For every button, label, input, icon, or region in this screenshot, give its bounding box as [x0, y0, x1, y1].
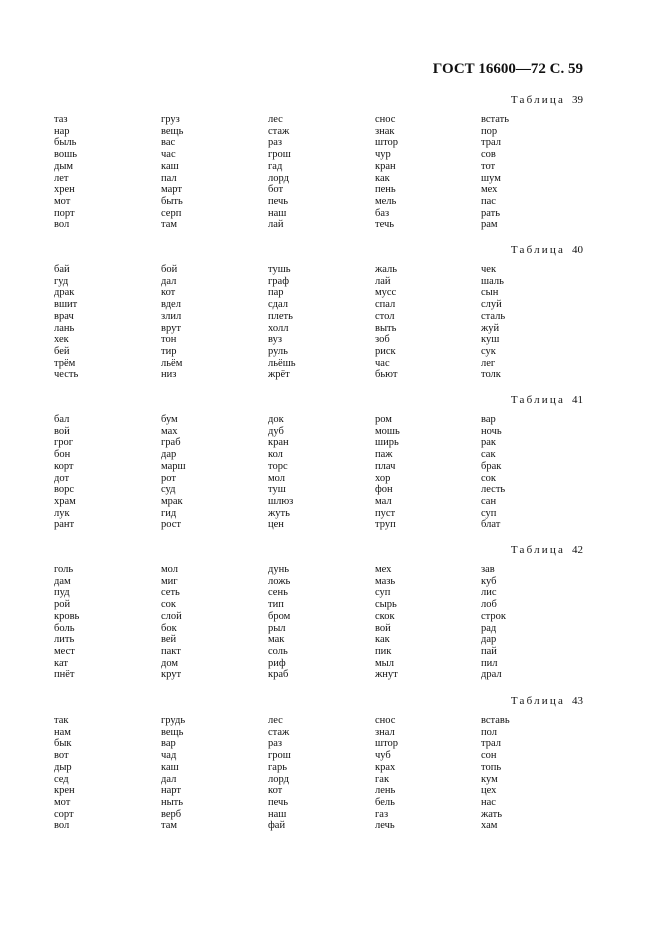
table-cell: трём: [54, 357, 76, 369]
table-cell: дыр: [54, 761, 72, 773]
table-cell: стаж: [268, 726, 290, 738]
table-cell: храм: [54, 495, 76, 507]
table-caption: [511, 695, 583, 707]
table-cell: сок: [161, 599, 177, 611]
table-cell: чур: [375, 149, 391, 161]
table-cell: печь: [268, 195, 289, 207]
table-cell: шлюз: [268, 495, 294, 507]
table-cell: бок: [161, 622, 177, 634]
table-cell: лес: [268, 715, 283, 726]
table-cell: пень: [375, 184, 396, 196]
table-cell: бей: [54, 345, 70, 357]
table-cell: бот: [268, 184, 284, 196]
table-cell: тон: [161, 334, 177, 346]
table-cell: штор: [375, 738, 399, 750]
table-cell: бон: [54, 449, 71, 461]
table-cell: нас: [481, 796, 496, 808]
table-cell: крах: [375, 761, 396, 773]
table-cell: рой: [54, 599, 71, 611]
table-cell: льёшь: [268, 357, 296, 369]
table-column: [268, 564, 290, 681]
table-cell: голь: [54, 564, 74, 575]
table-column: [268, 414, 293, 531]
table-cell: нам: [54, 726, 71, 738]
table-cell: слой: [161, 610, 182, 622]
table-cell: рот: [161, 472, 176, 484]
table-cell: вой: [375, 622, 391, 634]
table-cell: злил: [161, 310, 182, 322]
table-cell: рыл: [268, 622, 286, 634]
table-cell: ширь: [375, 437, 399, 449]
table-cell: бром: [268, 610, 291, 622]
table-cell: пик: [375, 645, 392, 657]
table-cell: чуб: [375, 750, 391, 762]
table-cell: час: [375, 357, 390, 369]
table-cell: раз: [268, 137, 283, 149]
table-cell: грош: [268, 149, 291, 161]
table-cell: кат: [54, 657, 68, 669]
table-cell: рад: [481, 622, 497, 634]
table-cell: дом: [161, 657, 179, 669]
table-column: [268, 264, 296, 381]
table-cell: фон: [375, 484, 393, 496]
table-cell: пал: [161, 172, 177, 184]
table-cell: строк: [481, 610, 506, 622]
table-cell: дал: [161, 275, 177, 287]
table-cell: сук: [481, 345, 496, 357]
table-cell: вас: [161, 137, 176, 149]
table-cell: драк: [54, 287, 75, 299]
table-cell: пил: [481, 657, 498, 669]
table-cell: вар: [161, 738, 176, 750]
table-cell: хрен: [54, 184, 75, 196]
table-cell: пакт: [161, 645, 181, 657]
table-cell: лай: [375, 275, 391, 287]
table-cell: вол: [54, 820, 70, 832]
table-cell: мазь: [375, 575, 396, 587]
table-cell: пнёт: [54, 669, 75, 681]
table-cell: пуст: [375, 507, 396, 519]
table-cell: зоб: [375, 334, 390, 346]
table-cell: гарь: [268, 761, 288, 773]
table-cell: честь: [54, 369, 79, 381]
table-cell: плач: [375, 460, 396, 472]
table-number: 42: [572, 544, 583, 556]
table-cell: вставь: [481, 715, 510, 726]
table-column: [375, 114, 398, 231]
table-cell: так: [54, 715, 69, 726]
table-cell: ныть: [161, 796, 184, 808]
table-cell: быть: [161, 195, 183, 207]
table-cell: порт: [54, 207, 75, 219]
table-cell: груз: [161, 114, 180, 125]
table-cell: там: [161, 219, 178, 231]
table-column: [54, 114, 77, 231]
table-cell: вдел: [161, 299, 181, 311]
table-cell: цен: [268, 519, 284, 531]
table-cell: гид: [161, 507, 177, 519]
table-number: 43: [572, 695, 583, 707]
table-cell: час: [161, 149, 176, 161]
table-cell: дар: [161, 449, 177, 461]
table-cell: как: [375, 172, 390, 184]
table-cell: бум: [161, 414, 178, 425]
table-cell: дунь: [268, 564, 289, 575]
table-cell: каш: [161, 761, 179, 773]
table-cell: дот: [54, 472, 70, 484]
table-column: [54, 564, 79, 681]
table-cell: лесть: [481, 484, 506, 496]
table-cell: жать: [481, 808, 503, 820]
table-cell: труп: [375, 519, 396, 531]
table-column: [161, 114, 183, 231]
table-cell: печь: [268, 796, 289, 808]
table-column: [375, 264, 397, 381]
table-cell: рак: [481, 437, 497, 449]
table-cell: жнут: [375, 669, 398, 681]
table-cell: док: [268, 414, 284, 425]
table-cell: кровь: [54, 610, 80, 622]
table-cell: топь: [481, 761, 502, 773]
table-cell: вар: [481, 414, 496, 425]
table-cell: куш: [481, 334, 500, 346]
table-cell: хам: [481, 820, 498, 832]
table-cell: хек: [54, 334, 69, 346]
table-cell: верб: [161, 808, 182, 820]
table-cell: спал: [375, 299, 396, 311]
table-cell: гак: [375, 773, 390, 785]
table-cell: краб: [268, 669, 289, 681]
table-cell: марш: [161, 460, 186, 472]
table-caption-label: Таблица: [510, 695, 566, 707]
table-cell: мол: [268, 472, 285, 484]
table-cell: быль: [54, 137, 77, 149]
table-cell: хор: [375, 472, 391, 484]
table-column: [481, 414, 505, 531]
table-cell: бель: [375, 796, 395, 808]
table-cell: каш: [161, 160, 179, 172]
table-cell: сед: [54, 773, 69, 785]
table-cell: выть: [375, 322, 397, 334]
table-cell: вей: [161, 634, 177, 646]
table-column: [161, 414, 186, 531]
table-caption-label: Таблица: [510, 244, 566, 256]
table-cell: бай: [54, 264, 70, 275]
table-cell: куб: [481, 575, 497, 587]
table-cell: мрак: [161, 495, 183, 507]
table-cell: сталь: [481, 310, 506, 322]
table-cell: ложь: [268, 575, 291, 587]
table-cell: сон: [481, 750, 497, 762]
table-cell: руль: [268, 345, 288, 357]
table-cell: мех: [481, 184, 498, 196]
table-cell: нарт: [161, 785, 181, 797]
table-cell: пуд: [54, 587, 70, 599]
table-cell: рост: [161, 519, 182, 531]
table-cell: лук: [54, 507, 70, 519]
table-cell: мак: [268, 634, 285, 646]
table-cell: вуз: [268, 334, 282, 346]
table-cell: раз: [268, 738, 283, 750]
table-cell: туш: [268, 484, 286, 496]
table-cell: грош: [268, 750, 291, 762]
table-cell: стол: [375, 310, 395, 322]
table-cell: март: [161, 184, 182, 196]
table-cell: миг: [161, 575, 178, 587]
table-caption-label: Таблица: [510, 544, 566, 556]
table-column: [481, 564, 506, 681]
table-cell: сан: [481, 495, 497, 507]
table-cell: лоб: [481, 599, 497, 611]
table-cell: риск: [375, 345, 396, 357]
table-cell: бой: [161, 264, 178, 275]
table-cell: крен: [54, 785, 75, 797]
table-caption-label: Таблица: [510, 94, 566, 106]
table-cell: сын: [481, 287, 499, 299]
table-cell: вой: [54, 425, 70, 437]
table-caption: [511, 94, 583, 106]
table-cell: лет: [54, 172, 69, 184]
table-cell: сок: [481, 472, 497, 484]
table-cell: мот: [54, 796, 71, 808]
table-cell: фай: [268, 820, 286, 832]
table-cell: рам: [481, 219, 498, 231]
table-cell: наш: [268, 207, 287, 219]
table-cell: лечь: [375, 820, 395, 832]
table-cell: лег: [481, 357, 496, 369]
table-cell: лить: [54, 634, 75, 646]
table-cell: лорд: [268, 773, 289, 785]
table-number: 40: [572, 244, 583, 256]
table-cell: паж: [375, 449, 393, 461]
table-cell: брак: [481, 460, 502, 472]
table-cell: тот: [481, 160, 496, 172]
table-cell: льём: [161, 357, 183, 369]
table-cell: пар: [268, 287, 284, 299]
table-cell: дам: [54, 575, 71, 587]
table-cell: скок: [375, 610, 395, 622]
table-cell: дар: [481, 634, 497, 646]
table-cell: мусс: [375, 287, 397, 299]
table-cell: лорд: [268, 172, 289, 184]
table-cell: крут: [161, 669, 182, 681]
table-column: [268, 715, 291, 832]
table-cell: мот: [54, 195, 71, 207]
table-cell: драл: [481, 669, 502, 681]
table-cell: врут: [161, 322, 181, 334]
table-cell: слуй: [481, 299, 502, 311]
table-caption-label: Таблица: [510, 394, 566, 406]
table-cell: мыл: [375, 657, 394, 669]
table-cell: пол: [481, 726, 497, 738]
table-column: [161, 264, 182, 381]
table-caption: [511, 244, 583, 256]
table-cell: сов: [481, 149, 496, 161]
table-cell: шум: [481, 172, 501, 184]
table-cell: врач: [54, 310, 74, 322]
table-cell: там: [161, 820, 178, 832]
table-cell: кот: [268, 785, 283, 797]
table-cell: дуб: [268, 425, 284, 437]
table-cell: сень: [268, 587, 288, 599]
table-cell: плеть: [268, 310, 293, 322]
table-column: [268, 114, 291, 231]
table-column: [54, 414, 76, 531]
table-column: [54, 264, 78, 381]
table-cell: чек: [481, 264, 497, 275]
table-cell: пай: [481, 645, 497, 657]
table-cell: мал: [375, 495, 392, 507]
table-cell: риф: [268, 657, 286, 669]
table-column: [161, 564, 182, 681]
table-cell: холл: [268, 322, 289, 334]
table-cell: как: [375, 634, 390, 646]
table-cell: мех: [375, 564, 392, 575]
table-cell: штор: [375, 137, 399, 149]
table-cell: ром: [375, 414, 392, 425]
table-cell: вот: [54, 750, 69, 762]
table-cell: вшит: [54, 299, 78, 311]
table-cell: течь: [375, 219, 395, 231]
table-cell: тип: [268, 599, 284, 611]
table-column: [481, 715, 510, 832]
table-cell: жуй: [481, 322, 500, 334]
table-cell: суп: [481, 507, 497, 519]
table-cell: вошь: [54, 149, 78, 161]
table-cell: рать: [481, 207, 501, 219]
table-cell: шаль: [481, 275, 504, 287]
table-cell: соль: [268, 645, 288, 657]
table-cell: грудь: [161, 715, 186, 726]
table-cell: граф: [268, 275, 290, 287]
table-cell: сак: [481, 449, 496, 461]
table-cell: сдал: [268, 299, 288, 311]
page-header: ГОСТ 16600—72 С. 59: [432, 61, 583, 77]
table-cell: лень: [375, 785, 396, 797]
table-number: 39: [572, 94, 583, 106]
table-cell: вол: [54, 219, 70, 231]
table-caption: [511, 394, 583, 406]
table-cell: торс: [268, 460, 288, 472]
table-cell: жуть: [268, 507, 290, 519]
table-cell: трал: [481, 738, 501, 750]
table-cell: гад: [268, 160, 283, 172]
table-cell: баз: [375, 207, 390, 219]
table-cell: ночь: [481, 425, 502, 437]
table-cell: рант: [54, 519, 75, 531]
table-cell: зав: [481, 564, 495, 575]
table-cell: кот: [161, 287, 176, 299]
table-cell: снос: [375, 715, 396, 726]
table-cell: чад: [161, 750, 177, 762]
table-cell: вещь: [161, 125, 184, 137]
table-cell: бьют: [375, 369, 398, 381]
table-number: 41: [572, 394, 583, 406]
table-cell: мель: [375, 195, 397, 207]
table-cell: тушь: [268, 264, 291, 275]
table-cell: кран: [268, 437, 289, 449]
table-cell: мест: [54, 645, 75, 657]
table-cell: мах: [161, 425, 178, 437]
table-cell: лес: [268, 114, 283, 125]
table-cell: встать: [481, 114, 510, 125]
table-cell: цех: [481, 785, 497, 797]
table-cell: таз: [54, 114, 68, 125]
table-column: [375, 715, 398, 832]
table-cell: лай: [268, 219, 284, 231]
table-column: [481, 114, 509, 231]
table-cell: корт: [54, 460, 74, 472]
table-cell: жаль: [375, 264, 398, 275]
table-cell: суп: [375, 587, 391, 599]
table-cell: лань: [54, 322, 75, 334]
table-column: [161, 715, 185, 832]
table-cell: вещь: [161, 726, 184, 738]
table-cell: суд: [161, 484, 176, 496]
table-column: [375, 564, 398, 681]
table-cell: знак: [375, 125, 395, 137]
table-cell: блат: [481, 519, 501, 531]
table-cell: нар: [54, 125, 70, 137]
table-cell: мошь: [375, 425, 400, 437]
table-cell: дал: [161, 773, 177, 785]
table-cell: ворс: [54, 484, 75, 496]
table-cell: знал: [375, 726, 395, 738]
table-column: [54, 715, 75, 832]
table-cell: гуд: [54, 275, 69, 287]
table-cell: пас: [481, 195, 496, 207]
table-cell: серп: [161, 207, 182, 219]
table-cell: лис: [481, 587, 497, 599]
table-column: [481, 264, 505, 381]
table-cell: снос: [375, 114, 396, 125]
table-cell: дым: [54, 160, 74, 172]
table-cell: жрёт: [268, 369, 290, 381]
table-cell: мол: [161, 564, 178, 575]
table-column: [375, 414, 400, 531]
table-cell: сырь: [375, 599, 397, 611]
table-cell: боль: [54, 622, 75, 634]
table-cell: наш: [268, 808, 287, 820]
table-cell: бык: [54, 738, 72, 750]
table-cell: кол: [268, 449, 283, 461]
table-caption: [511, 544, 583, 556]
table-cell: толк: [481, 369, 501, 381]
table-cell: кран: [375, 160, 396, 172]
table-cell: пор: [481, 125, 498, 137]
table-cell: сорт: [54, 808, 74, 820]
table-cell: стаж: [268, 125, 290, 137]
table-cell: трал: [481, 137, 501, 149]
table-cell: газ: [375, 808, 389, 820]
table-cell: кум: [481, 773, 498, 785]
table-cell: тир: [161, 345, 177, 357]
table-cell: граб: [161, 437, 181, 449]
table-cell: грог: [54, 437, 74, 449]
table-cell: низ: [161, 369, 177, 381]
table-cell: сеть: [161, 587, 180, 599]
table-cell: бал: [54, 414, 70, 425]
